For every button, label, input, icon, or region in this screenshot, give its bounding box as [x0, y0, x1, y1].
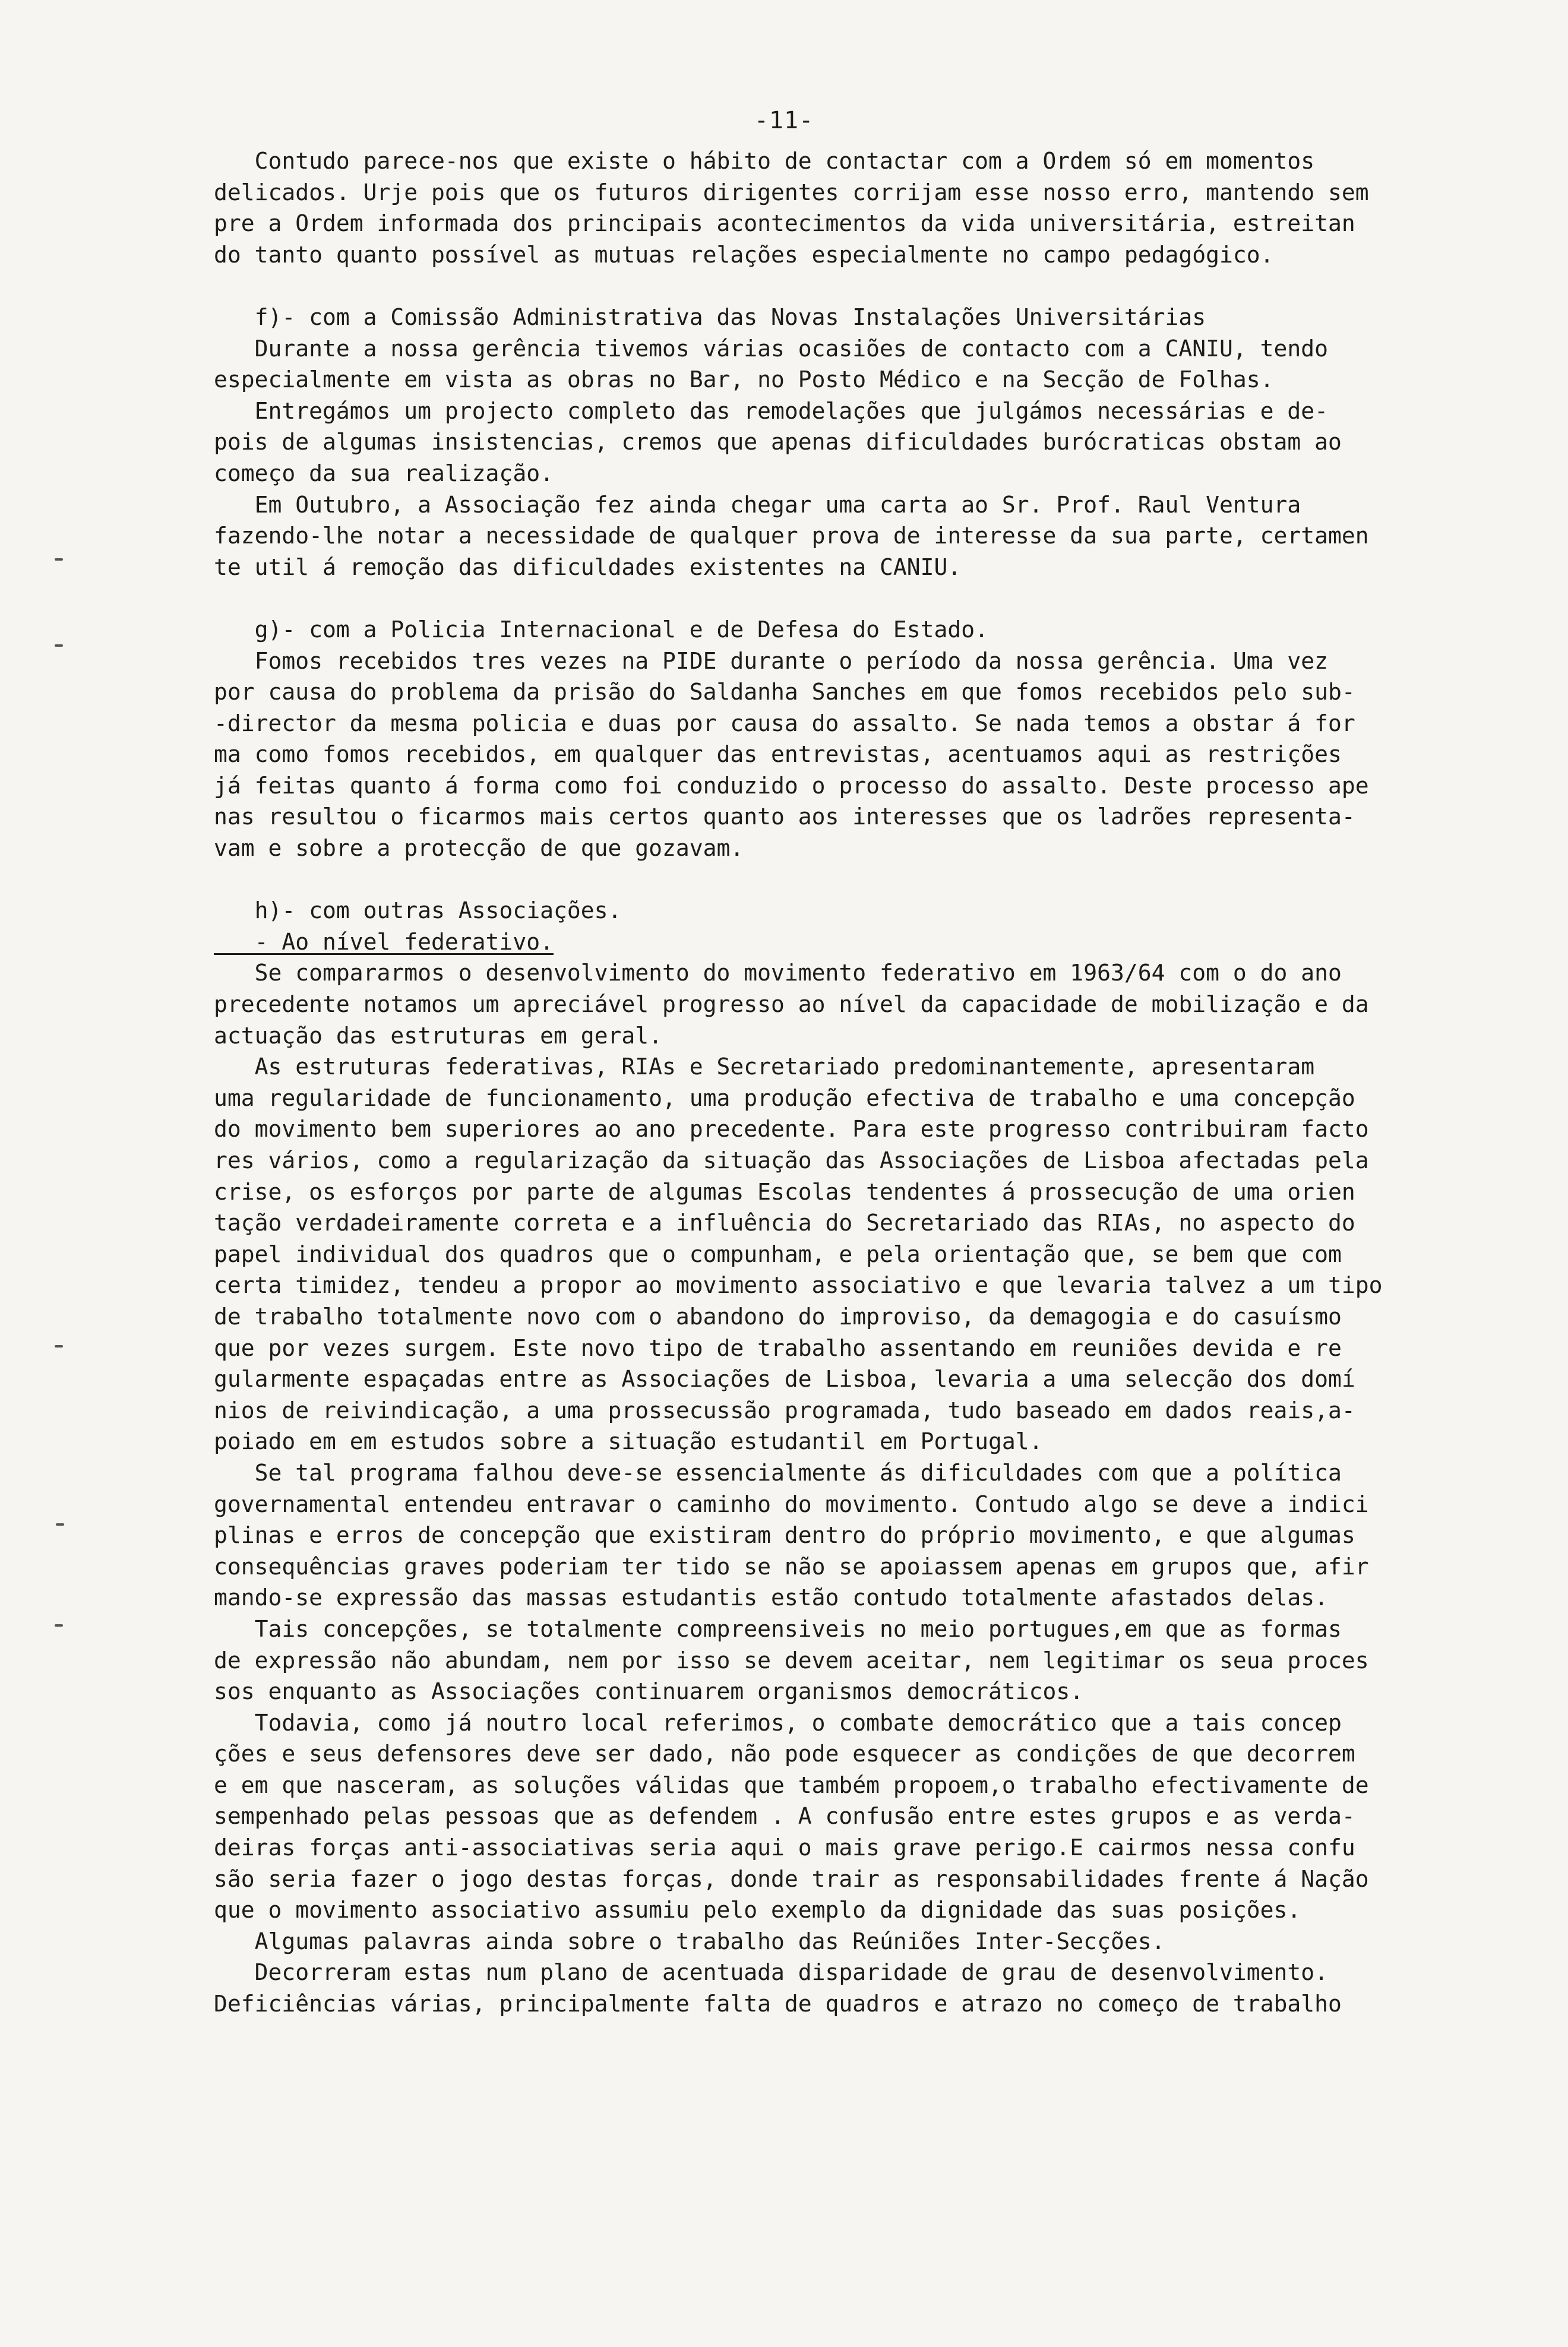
- blank-line: [214, 270, 1491, 302]
- text-line: especialmente em vista as obras no Bar, no Posto Médico e na Secção de Folhas.: [214, 366, 1274, 393]
- text-line: Se tal programa falhou deve-se essencialmente ás dificuldades com que a política: [214, 1459, 1342, 1486]
- margin-mark: [55, 558, 63, 561]
- text-line: Deficiências várias, principalmente falta de quadros e atrazo no começo de trabalho: [214, 1991, 1342, 2017]
- text-line: papel individual dos quadros que o compunham, e pela orientação que, se bem que com: [214, 1241, 1342, 1267]
- text-line: Entregámos um projecto completo das remodelações que julgámos necessárias e de-: [214, 397, 1328, 424]
- text-line: vam e sobre a protecção de que gozavam.: [214, 835, 744, 862]
- subsection-heading-federativo: - Ao nível federativo.: [214, 928, 554, 955]
- text-line: Fomos recebidos tres vezes na PIDE durante o período da nossa gerência. Uma vez: [214, 647, 1328, 674]
- text-line: Algumas palavras ainda sobre o trabalho das Reúniões Inter-Secções.: [214, 1928, 1165, 1954]
- text-line: nas resultou o ficarmos mais certos quanto aos interesses que os ladrões representa-: [214, 804, 1355, 830]
- text-line: começo da sua realização.: [214, 460, 554, 486]
- text-line: governamental entendeu entravar o caminho do movimento. Contudo algo se deve a indici: [214, 1491, 1369, 1517]
- section-heading-h: h)- com outras Associações.: [214, 897, 622, 924]
- text-line: -director da mesma policia e duas por causa do assalto. Se nada temos a obstar á for: [214, 710, 1355, 736]
- text-line: nios de reivindicação, a uma prossecussão programada, tudo baseado em dados reais,a-: [214, 1397, 1355, 1424]
- text-line: poiado em em estudos sobre a situação estudantil em Portugal.: [214, 1428, 1043, 1455]
- text-line: consequências graves poderiam ter tido se não se apoiassem apenas em grupos que, afir: [214, 1553, 1369, 1580]
- text-line: actuação das estruturas em geral.: [214, 1022, 662, 1049]
- text-line: plinas e erros de concepção que existiram dentro do próprio movimento, e que algumas: [214, 1522, 1355, 1549]
- blank-line: [214, 864, 1491, 896]
- text-line: Tais concepções, se totalmente compreensiveis no meio portugues,em que as formas: [214, 1615, 1342, 1642]
- text-line: do movimento bem superiores ao ano precedente. Para este progresso contribuiram facto: [214, 1116, 1369, 1143]
- text-line: ma como fomos recebidos, em qualquer das entrevistas, acentuamos aqui as restrições: [214, 741, 1342, 768]
- text-line: pre a Ordem informada dos principais acontecimentos da vida universitária, estreitan: [214, 210, 1355, 237]
- text-line: já feitas quanto á forma como foi conduzido o processo do assalto. Deste processo ape: [214, 772, 1369, 799]
- text-line: gularmente espaçadas entre as Associações de Lisboa, levaria a uma selecção dos domí: [214, 1366, 1355, 1393]
- text-line: são seria fazer o jogo destas forças, donde trair as responsabilidades frente á Nação: [214, 1865, 1369, 1892]
- text-line: Se compararmos o desenvolvimento do movimento federativo em 1963/64 com o do ano: [214, 960, 1342, 986]
- text-line: Todavia, como já noutro local referimos, o combate democrático que a tais concep: [214, 1709, 1342, 1736]
- margin-mark: [56, 1523, 64, 1526]
- margin-mark: [55, 644, 63, 647]
- section-heading-f: f)- com a Comissão Administrativa das Novas Instalações Universitárias: [214, 303, 1206, 330]
- text-line: ções e seus defensores deve ser dado, não pode esquecer as condições de que decorrem: [214, 1741, 1355, 1767]
- text-line: de trabalho totalmente novo com o abandono do improviso, da demagogia e do casuísmo: [214, 1303, 1342, 1330]
- text-line: As estruturas federativas, RIAs e Secretariado predominantemente, apresentaram: [214, 1054, 1315, 1080]
- text-line: te util á remoção das dificuldades existentes na CANIU.: [214, 553, 962, 580]
- margin-mark: [55, 1345, 63, 1348]
- text-line: sempenhado pelas pessoas que as defendem . A confusão entre estes grupos e as verda-: [214, 1803, 1355, 1830]
- margin-mark: [55, 1624, 63, 1627]
- body-text: [214, 145, 1491, 2020]
- text-line: certa timidez, tendeu a propor ao movimento associativo e que levaria talvez a um tipo: [214, 1272, 1383, 1299]
- text-line: crise, os esforços por parte de algumas Escolas tendentes á prossecução de uma orien: [214, 1178, 1355, 1205]
- text-line: Em Outubro, a Associação fez ainda chegar uma carta ao Sr. Prof. Raul Ventura: [214, 491, 1301, 518]
- text-line: Contudo parece-nos que existe o hábito de contactar com a Ordem só em momentos: [214, 148, 1315, 174]
- text-line: mando-se expressão das massas estudantis estão contudo totalmente afastados delas.: [214, 1584, 1328, 1611]
- text-line: do tanto quanto possível as mutuas relações especialmente no campo pedagógico.: [214, 241, 1274, 268]
- text-line: sos enquanto as Associações continuarem organismos democráticos.: [214, 1678, 1084, 1705]
- text-line: res vários, como a regularização da situação das Associações de Lisboa afectadas pela: [214, 1147, 1369, 1174]
- text-line: por causa do problema da prisão do Saldanha Sanches em que fomos recebidos pelo sub-: [214, 679, 1355, 706]
- text-line: e em que nasceram, as soluções válidas que também propoem,o trabalho efectivamente de: [214, 1772, 1369, 1798]
- text-line: que por vezes surgem. Este novo tipo de trabalho assentando em reuniões devida e re: [214, 1334, 1342, 1361]
- text-line: de expressão não abundam, nem por isso se devem aceitar, nem legitimar os seua proces: [214, 1647, 1369, 1674]
- text-line: Decorreram estas num plano de acentuada disparidade de grau de desenvolvimento.: [214, 1959, 1328, 1986]
- text-line: tação verdadeiramente correta e a influência do Secretariado das RIAs, no aspecto do: [214, 1210, 1355, 1236]
- section-heading-g: g)- com a Policia Internacional e de Defesa do Estado.: [214, 616, 989, 643]
- text-line: uma regularidade de funcionamento, uma produção efectiva de trabalho e uma concepção: [214, 1084, 1355, 1111]
- text-line: pois de algumas insistencias, cremos que apenas dificuldades burócraticas obstam ao: [214, 429, 1342, 456]
- text-line: que o movimento associativo assumiu pelo exemplo da dignidade das suas posições.: [214, 1897, 1301, 1924]
- text-line: precedente notamos um apreciável progresso ao nível da capacidade de mobilização e da: [214, 991, 1369, 1018]
- page-number: -11-: [754, 107, 814, 134]
- text-line: Durante a nossa gerência tivemos várias ocasiões de contacto com a CANIU, tendo: [214, 335, 1328, 362]
- blank-line: [214, 583, 1491, 614]
- text-line: fazendo-lhe notar a necessidade de qualquer prova de interesse da sua parte, certamen: [214, 523, 1369, 549]
- text-line: delicados. Urje pois que os futuros dirigentes corrijam esse nosso erro, mantendo sem: [214, 179, 1369, 205]
- text-line: deiras forças anti-associativas seria aqui o mais grave perigo.E cairmos nessa confu: [214, 1834, 1355, 1861]
